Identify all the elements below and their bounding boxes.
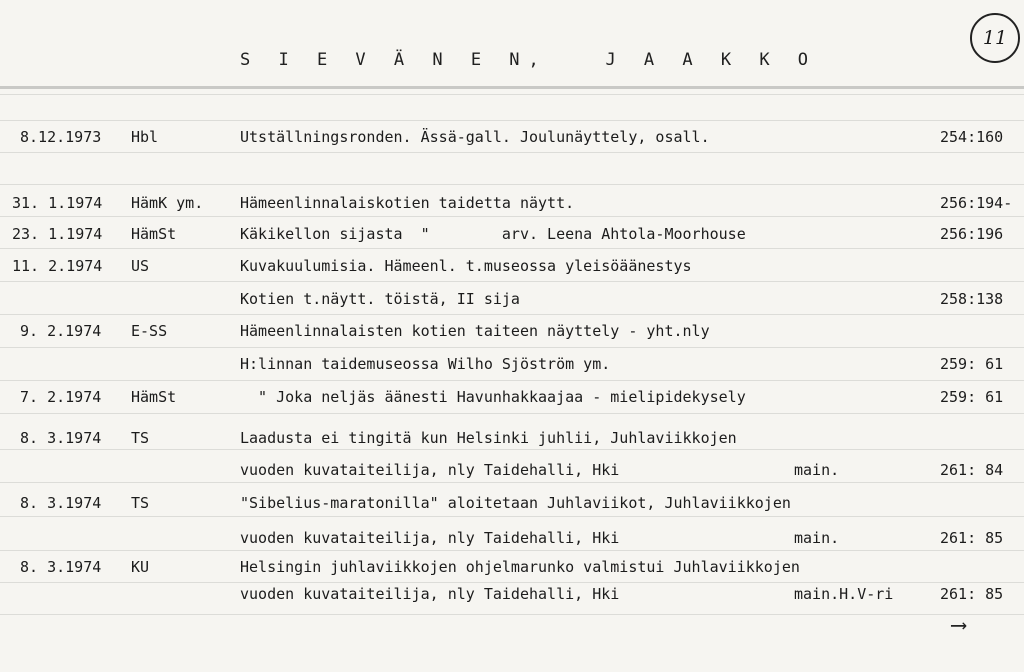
entry-row xyxy=(0,385,1024,411)
entry-source: TS xyxy=(131,429,150,447)
entry-text: H:linnan taidemuseossa Wilho Sjöström ym. xyxy=(240,355,611,373)
entry-row xyxy=(0,319,1024,345)
ruled-line xyxy=(0,120,1024,121)
card-number-badge: 11 xyxy=(970,13,1020,63)
right-arrow-icon: ⟶ xyxy=(952,613,966,638)
entry-text: vuoden kuvataiteilija, nly Taidehalli, Hki xyxy=(240,529,620,547)
entry-row xyxy=(0,555,1024,581)
entry-ref: 256:196 xyxy=(940,225,1004,243)
entry-text: Hämeenlinnalaiskotien taidetta näytt. xyxy=(240,194,575,212)
entry-text: Hämeenlinnalaisten kotien taiteen näyttely - yht.nly xyxy=(240,322,710,340)
entry-source: E-SS xyxy=(131,322,168,340)
entry-text: vuoden kuvataiteilija, nly Taidehalli, Hki xyxy=(240,461,620,479)
entry-text: Kotien t.näytt. töistä, II sija xyxy=(240,290,520,308)
entry-source: US xyxy=(131,257,150,275)
entry-text: Kuvakuulumisia. Hämeenl. t.museossa yleisöäänestys xyxy=(240,257,692,275)
entry-date: 8. 3.1974 xyxy=(20,429,102,447)
entry-row xyxy=(0,222,1024,248)
ruled-line xyxy=(0,380,1024,381)
entry-ref: 258:138 xyxy=(940,290,1004,308)
entry-row xyxy=(0,125,1024,151)
entry-date: 31. 1.1974 xyxy=(12,194,103,212)
header-divider-thin xyxy=(0,94,1024,95)
entry-row xyxy=(0,526,1024,552)
ruled-line xyxy=(0,152,1024,153)
entry-ref: 256:194- xyxy=(940,194,1013,212)
entry-date: 9. 2.1974 xyxy=(20,322,102,340)
entry-date: 8. 3.1974 xyxy=(20,558,102,576)
entry-date: 8.12.1973 xyxy=(20,128,102,146)
entry-ref: 254:160 xyxy=(940,128,1004,146)
ruled-line xyxy=(0,413,1024,414)
entry-row xyxy=(0,191,1024,217)
entry-row xyxy=(0,582,1024,608)
ruled-line xyxy=(0,614,1024,615)
entry-note: main.H.V-ri xyxy=(794,585,894,603)
entry-source: TS xyxy=(131,494,150,512)
entry-source: HämSt xyxy=(131,388,177,406)
entry-row xyxy=(0,254,1024,280)
entry-source: Hbl xyxy=(131,128,159,146)
ruled-line xyxy=(0,281,1024,282)
ruled-line xyxy=(0,314,1024,315)
entry-text: Laadusta ei tingitä kun Helsinki juhlii, Juhlaviikkojen xyxy=(240,429,737,447)
entry-date: 8. 3.1974 xyxy=(20,494,102,512)
entry-text: Käkikellon sijasta " arv. Leena Ahtola-Moorhouse xyxy=(240,225,746,243)
entry-row xyxy=(0,458,1024,484)
entry-ref: 259: 61 xyxy=(940,388,1004,406)
entry-text: " Joka neljäs äänesti Havunhakkaajaa - mielipidekysely xyxy=(240,388,746,406)
entry-source: HämSt xyxy=(131,225,177,243)
entry-row xyxy=(0,287,1024,313)
entry-source: HämK ym. xyxy=(131,194,204,212)
ruled-line xyxy=(0,347,1024,348)
entry-ref: 261: 85 xyxy=(940,529,1004,547)
entry-ref: 261: 85 xyxy=(940,585,1004,603)
entry-note: main. xyxy=(794,461,840,479)
entry-row xyxy=(0,426,1024,452)
entry-ref: 259: 61 xyxy=(940,355,1004,373)
entry-date: 11. 2.1974 xyxy=(12,257,103,275)
entry-ref: 261: 84 xyxy=(940,461,1004,479)
entry-text: "Sibelius-maratonilla" aloitetaan Juhlaviikot, Juhlaviikkojen xyxy=(240,494,791,512)
entry-source: KU xyxy=(131,558,150,576)
entry-text: Helsingin juhlaviikkojen ohjelmarunko valmistui Juhlaviikkojen xyxy=(240,558,800,576)
entry-date: 23. 1.1974 xyxy=(12,225,103,243)
header-divider xyxy=(0,86,1024,89)
entry-note: main. xyxy=(794,529,840,547)
ruled-line xyxy=(0,184,1024,185)
entry-text: vuoden kuvataiteilija, nly Taidehalli, Hki xyxy=(240,585,620,603)
entry-date: 7. 2.1974 xyxy=(20,388,102,406)
ruled-line xyxy=(0,248,1024,249)
entry-row xyxy=(0,491,1024,517)
entry-row xyxy=(0,352,1024,378)
card-title: S I E V Ä N E N, J A A K K O xyxy=(240,50,818,70)
entry-text: Utställningsronden. Ässä-gall. Joulunäyttely, osall. xyxy=(240,128,710,146)
